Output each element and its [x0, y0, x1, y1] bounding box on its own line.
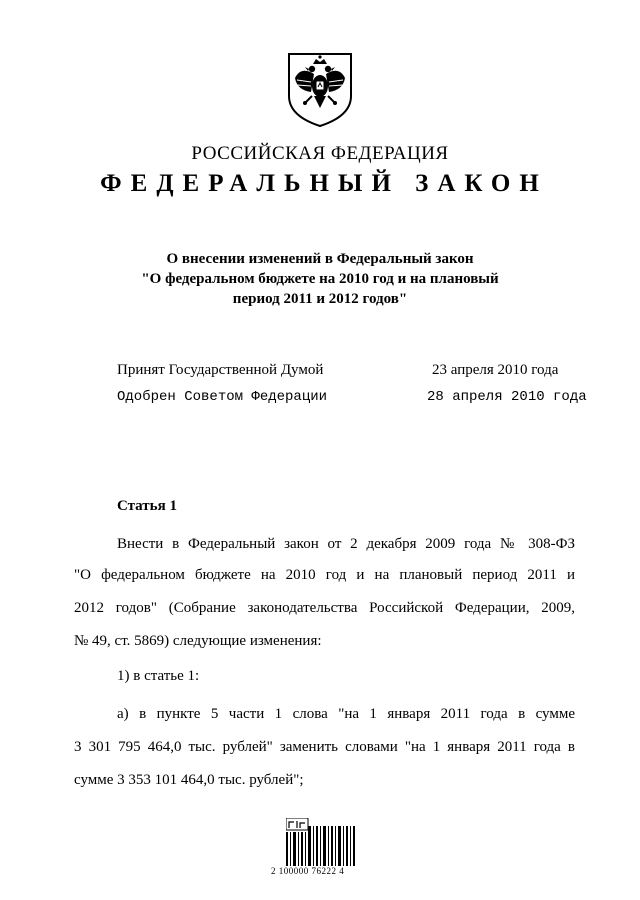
article-text-line: 1) в статье 1:	[117, 668, 200, 684]
article-text-line: № 49, ст. 5869) следующие изменения:	[74, 633, 322, 649]
subject-line: период 2011 и 2012 годов"	[232, 291, 408, 307]
article-text-line: Внести в Федеральный закон от 2 декабря 2009 года № 308-ФЗ	[117, 536, 575, 552]
article-text-line: 3 301 795 464,0 тыс. рублей" заменить словами "на 1 января 2011 года в	[74, 739, 575, 755]
approved-by-council-label: Одобрен Советом Федерации	[117, 389, 328, 405]
article-text-line: сумме 3 353 101 464,0 тыс. рублей";	[74, 772, 304, 788]
document-type-title: ФЕДЕРАЛЬНЫЙ ЗАКОН	[100, 170, 548, 197]
article-heading: Статья 1	[117, 498, 177, 514]
barcode-icon	[286, 818, 356, 870]
article-text-line: 2012 годов" (Собрание законодательства Российской Федерации, 2009,	[74, 600, 575, 616]
article-text-line: а) в пункте 5 части 1 слова "на 1 января 2011 года в сумме	[117, 706, 575, 722]
barcode-number: 2 100000 76222 4	[271, 866, 345, 876]
subject-line: О внесении изменений в Федеральный закон	[166, 251, 474, 267]
adopted-by-duma-date: 23 апреля 2010 года	[432, 362, 559, 378]
russian-coat-of-arms-icon	[281, 50, 359, 128]
law-subject	[120, 249, 520, 309]
article-text-line: "О федеральном бюджете на 2010 год и на плановый период 2011 и	[74, 567, 575, 583]
subject-line: "О федеральном бюджете на 2010 год и на плановый	[141, 271, 499, 287]
adopted-by-duma-label: Принят Государственной Думой	[117, 362, 324, 378]
country-name: РОССИЙСКАЯ ФЕДЕРАЦИЯ	[191, 143, 449, 164]
approved-by-council-date: 28 апреля 2010 года	[427, 389, 587, 405]
